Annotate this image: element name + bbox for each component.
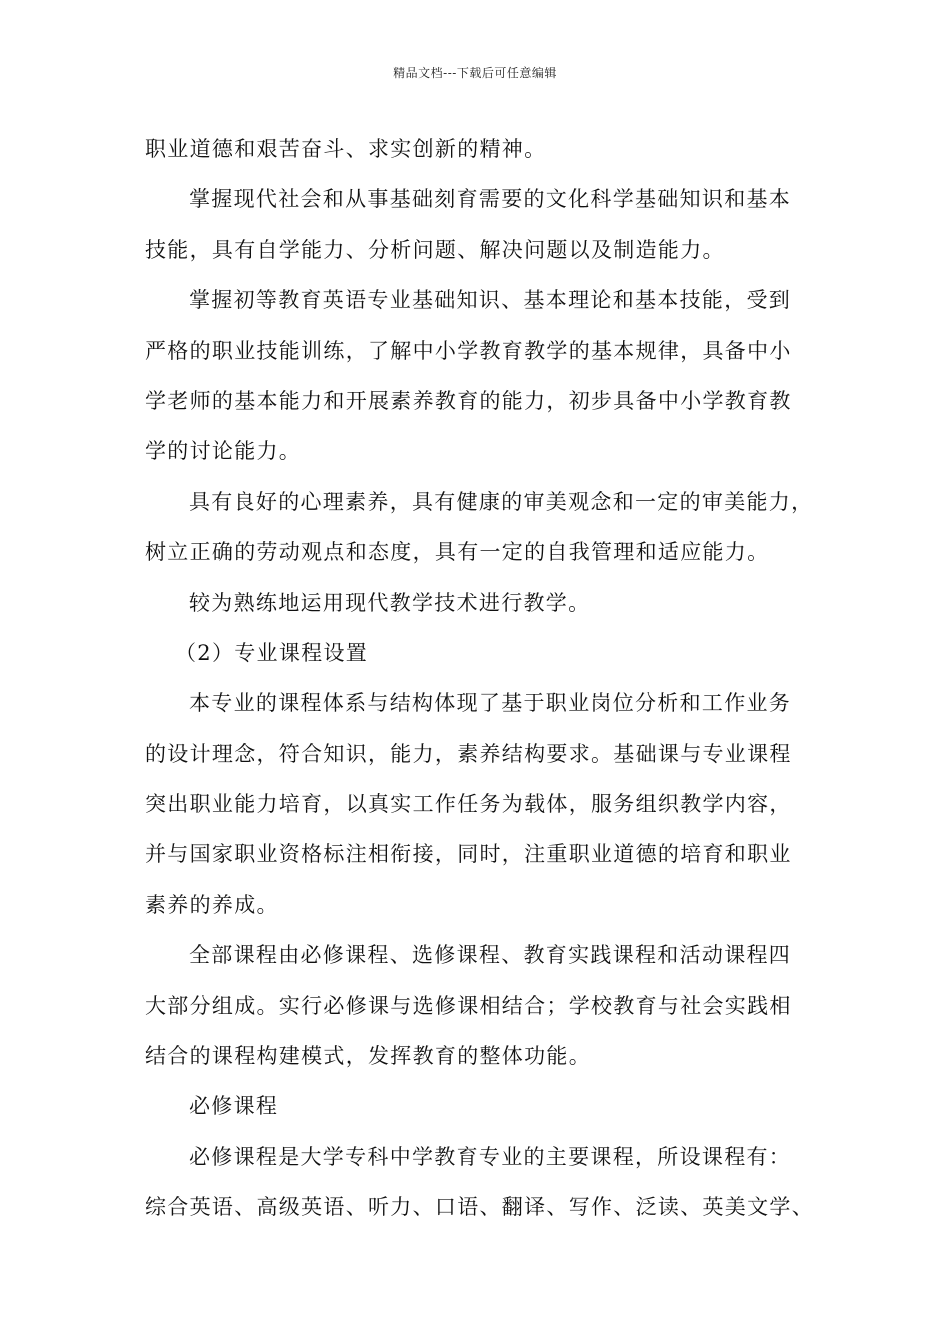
text-line: 学的讨论能力。: [145, 439, 302, 464]
text-line: 的设计理念，符合知识，能力，素养结构要求。基础课与专业课程: [145, 741, 792, 766]
text-line: 本专业的课程体系与结构体现了基于职业岗位分析和工作业务: [189, 691, 792, 716]
text-line: 素养的养成。: [145, 892, 279, 917]
document-body: [145, 128, 825, 1237]
text-line: 严格的职业技能训练，了解中小学教育教学的基本规律，具备中小: [145, 338, 792, 363]
text-line: 职业道德和艰苦奋斗、求实创新的精神。: [145, 137, 547, 161]
text-line: 掌握现代社会和从事基础刻育需要的文化科学基础知识和基本: [189, 187, 792, 212]
text-line: 必修课程是大学专科中学教育专业的主要课程，所设课程有：: [189, 1144, 792, 1169]
text-line: 较为熟练地运用现代教学技术进行教学。: [189, 590, 591, 615]
text-line: 并与国家职业资格标注相衔接，同时，注重职业道德的培育和职业: [145, 842, 792, 867]
text-line: 必修课程: [189, 1094, 279, 1119]
text-line: 综合英语、高级英语、听力、口语、翻译、写作、泛读、英美文学、: [145, 1195, 814, 1220]
text-line: 全部课程由必修课程、选修课程、教育实践课程和活动课程四: [189, 943, 792, 968]
text-line: 学老师的基本能力和开展素养教育的能力，初步具备中小学教育教: [145, 388, 792, 413]
text-line: 大部分组成。实行必修课与选修课相结合；学校教育与社会实践相: [145, 993, 792, 1018]
section-heading: （2）专业课程设置: [175, 640, 369, 665]
text-line: 突出职业能力培育，以真实工作任务为载体，服务组织教学内容，: [145, 792, 792, 817]
text-line: 结合的课程构建模式，发挥教育的整体功能。: [145, 1044, 591, 1069]
text-line: 具有良好的心理素养，具有健康的审美观念和一定的审美能力，: [189, 489, 814, 514]
text-line: 树立正确的劳动观点和态度，具有一定的自我管理和适应能力。: [145, 540, 770, 565]
text-line: 掌握初等教育英语专业基础知识、基本理论和基本技能，受到: [189, 288, 792, 313]
text-line: 技能，具有自学能力、分析问题、解决问题以及制造能力。: [145, 237, 725, 262]
page-header: 精品文档---下载后可任意编辑: [393, 66, 557, 80]
